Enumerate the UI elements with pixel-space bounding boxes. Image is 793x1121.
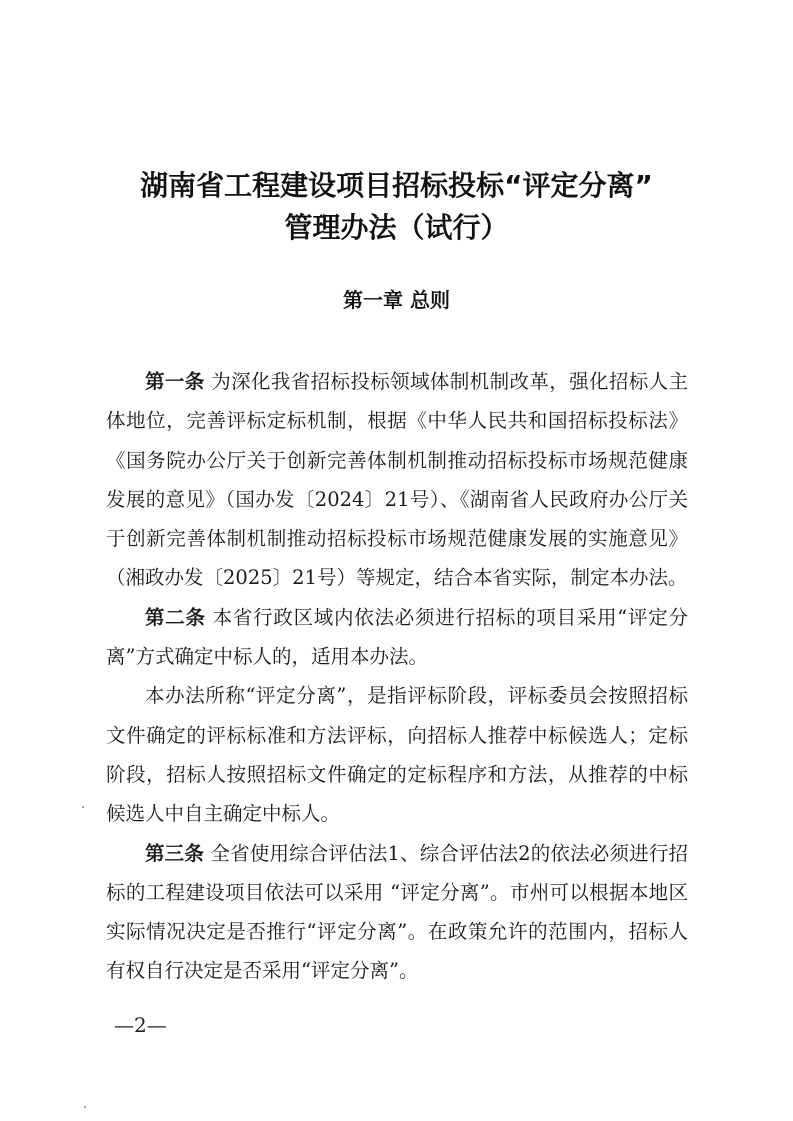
document-title-line-1: 湖南省工程建设项目招标投标“评定分离”: [140, 169, 653, 202]
article-2-definition-paragraph: [106, 676, 688, 833]
article-2-text: 本省行政区域内依法必须进行招标的项目采用“评定分离”方式确定中标人的，适用本办法。: [106, 605, 688, 669]
document-body: [106, 362, 688, 991]
article-2-paragraph: [106, 598, 688, 677]
article-3-text: 全省使用综合评估法1、综合评估法2的依法必须进行招标的工程建设项目依法可以采用 “评定分离”。市州可以根据本地区实际情况决定是否推行“评定分离”。在政策允许的范围内，招标人有权自行决定是否采用“评定分离”。: [106, 841, 688, 983]
scan-speck: [84, 1106, 86, 1108]
document-title-line-2: 管理办法（试行）: [284, 211, 509, 244]
article-2-definition-text: 本办法所称“评定分离”，是指评标阶段，评标委员会按照招标文件确定的评标标准和方法评标，向招标人推荐中标候选人；定标阶段，招标人按照招标文件确定的定标程序和方法，从推荐的中标候选人中自主确定中标人。: [106, 684, 688, 826]
article-1-paragraph: [106, 362, 688, 598]
article-2-label: 第二条: [145, 605, 206, 629]
article-3-paragraph: [106, 834, 688, 991]
page-number: —2—: [114, 1013, 167, 1037]
chapter-heading: 第一章 总则: [343, 288, 450, 312]
article-1-text: 为深化我省招标投标领域体制机制改革，强化招标人主体地位，完善评标定标机制，根据《中华人民共和国招标投标法》《国务院办公厅关于创新完善体制机制推动招标投标市场规范健康发展的意见》（国办发〔2024〕21号）、《湖南省人民政府办公厅关于创新完善体制机制推动招标投标市场规范健康发展的实施意见》（湘政办发〔2025〕21号）等规定，结合本省实际，制定本办法。: [106, 370, 688, 590]
article-1-label: 第一条: [145, 370, 205, 393]
article-3-label: 第三条: [145, 841, 205, 865]
scan-speck: [82, 806, 84, 808]
